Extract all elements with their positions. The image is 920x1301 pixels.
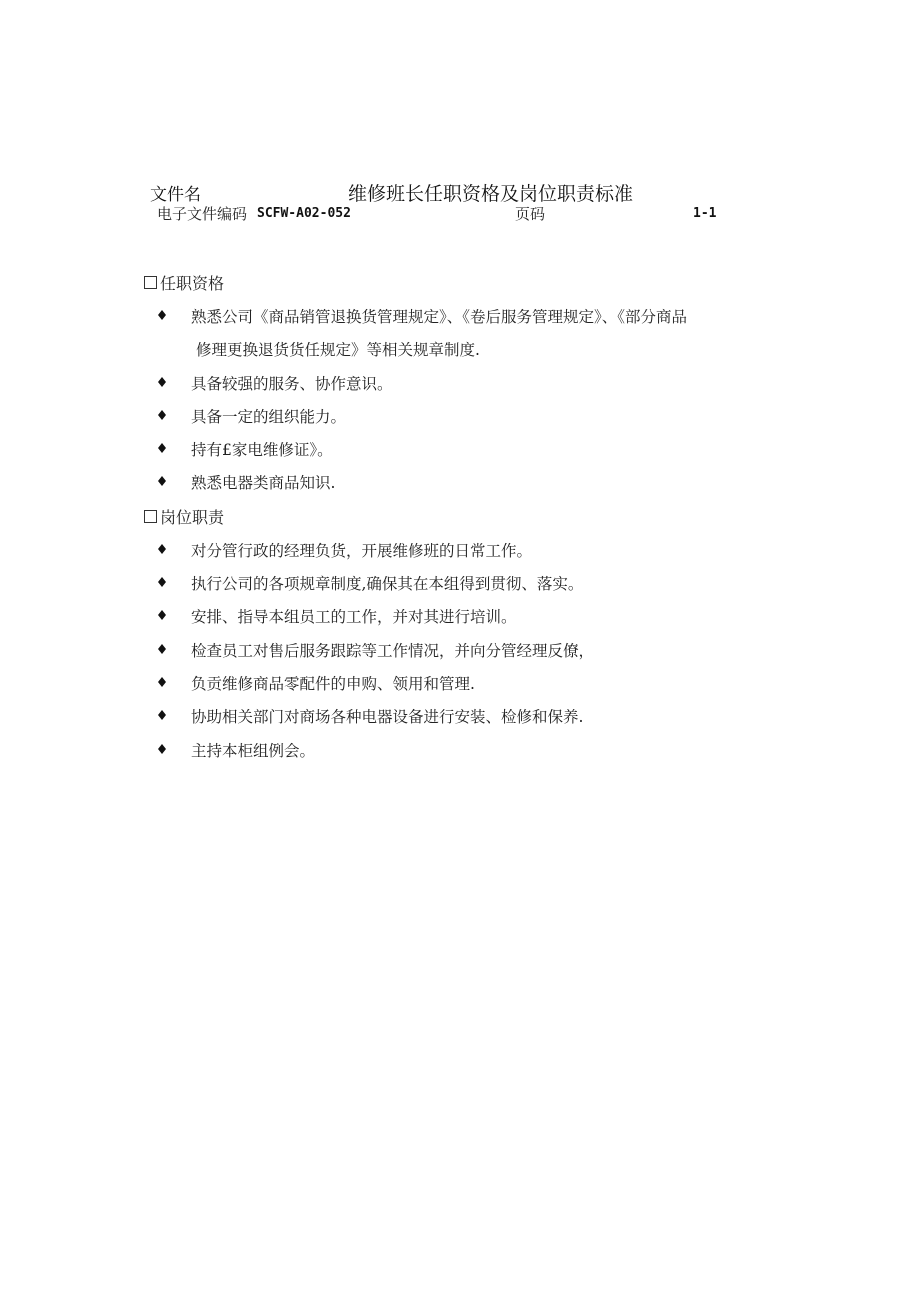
list-item: 具备一定的组织能力。: [191, 408, 347, 426]
electronic-code-value: SCFW-A02-052: [257, 206, 351, 221]
file-name-label: 文件名: [150, 185, 201, 205]
section-qualifications-heading: [144, 271, 224, 294]
diamond-bullet-icon: [157, 577, 167, 587]
list-item-continuation: 修理更换退货货任规定》等相关规章制度.: [196, 341, 480, 359]
list-item: 检查员工对售后服务跟踪等工作情况，并向分管经理反僚，: [191, 642, 595, 660]
section-responsibilities-heading: [144, 505, 224, 528]
diamond-bullet-icon: [157, 443, 167, 453]
list-item: 负贡维修商品零配件的申购、领用和管理.: [191, 675, 475, 693]
diamond-bullet-icon: [157, 710, 167, 720]
page-value: 1-1: [693, 206, 717, 221]
diamond-bullet-icon: [157, 644, 167, 654]
diamond-bullet-icon: [157, 544, 167, 554]
diamond-bullet-icon: [157, 677, 167, 687]
page-label: 页码: [515, 205, 546, 223]
diamond-bullet-icon: [157, 377, 167, 387]
section-heading-text: 岗位职责: [160, 508, 225, 527]
list-item: 熟悉电器类商品知识.: [191, 474, 336, 492]
checkbox-square-icon: [144, 276, 157, 289]
list-item: 安排、指导本组员工的工作，并对其进行培训。: [191, 608, 517, 626]
diamond-bullet-icon: [157, 744, 167, 754]
electronic-code-label: 电子文件编码: [157, 205, 248, 223]
diamond-bullet-icon: [157, 610, 167, 620]
list-item: 熟悉公司《商品销管退换货管理规定》、《卷后服务管理规定》、《部分商品: [191, 308, 688, 326]
document-title: 维修班长任职资格及岗位职责标准: [348, 183, 634, 205]
list-item: 主持本柜组例会。: [191, 742, 316, 760]
list-item: 具备较强的服务、协作意识。: [191, 375, 393, 393]
checkbox-square-icon: [144, 510, 157, 523]
list-item: 持有£家电维修证》。: [191, 441, 333, 459]
diamond-bullet-icon: [157, 410, 167, 420]
list-item: 对分管行政的经理负货，开展维修班的日常工作。: [191, 542, 533, 560]
list-item: 执行公司的各项规章制度,确保其在本组得到贯彻、落实。: [191, 575, 584, 593]
list-item: 协助相关部门对商场各种电器设备进行安装、检修和保养.: [191, 708, 584, 726]
diamond-bullet-icon: [157, 476, 167, 486]
section-heading-text: 任职资格: [160, 274, 225, 293]
diamond-bullet-icon: [157, 310, 167, 320]
